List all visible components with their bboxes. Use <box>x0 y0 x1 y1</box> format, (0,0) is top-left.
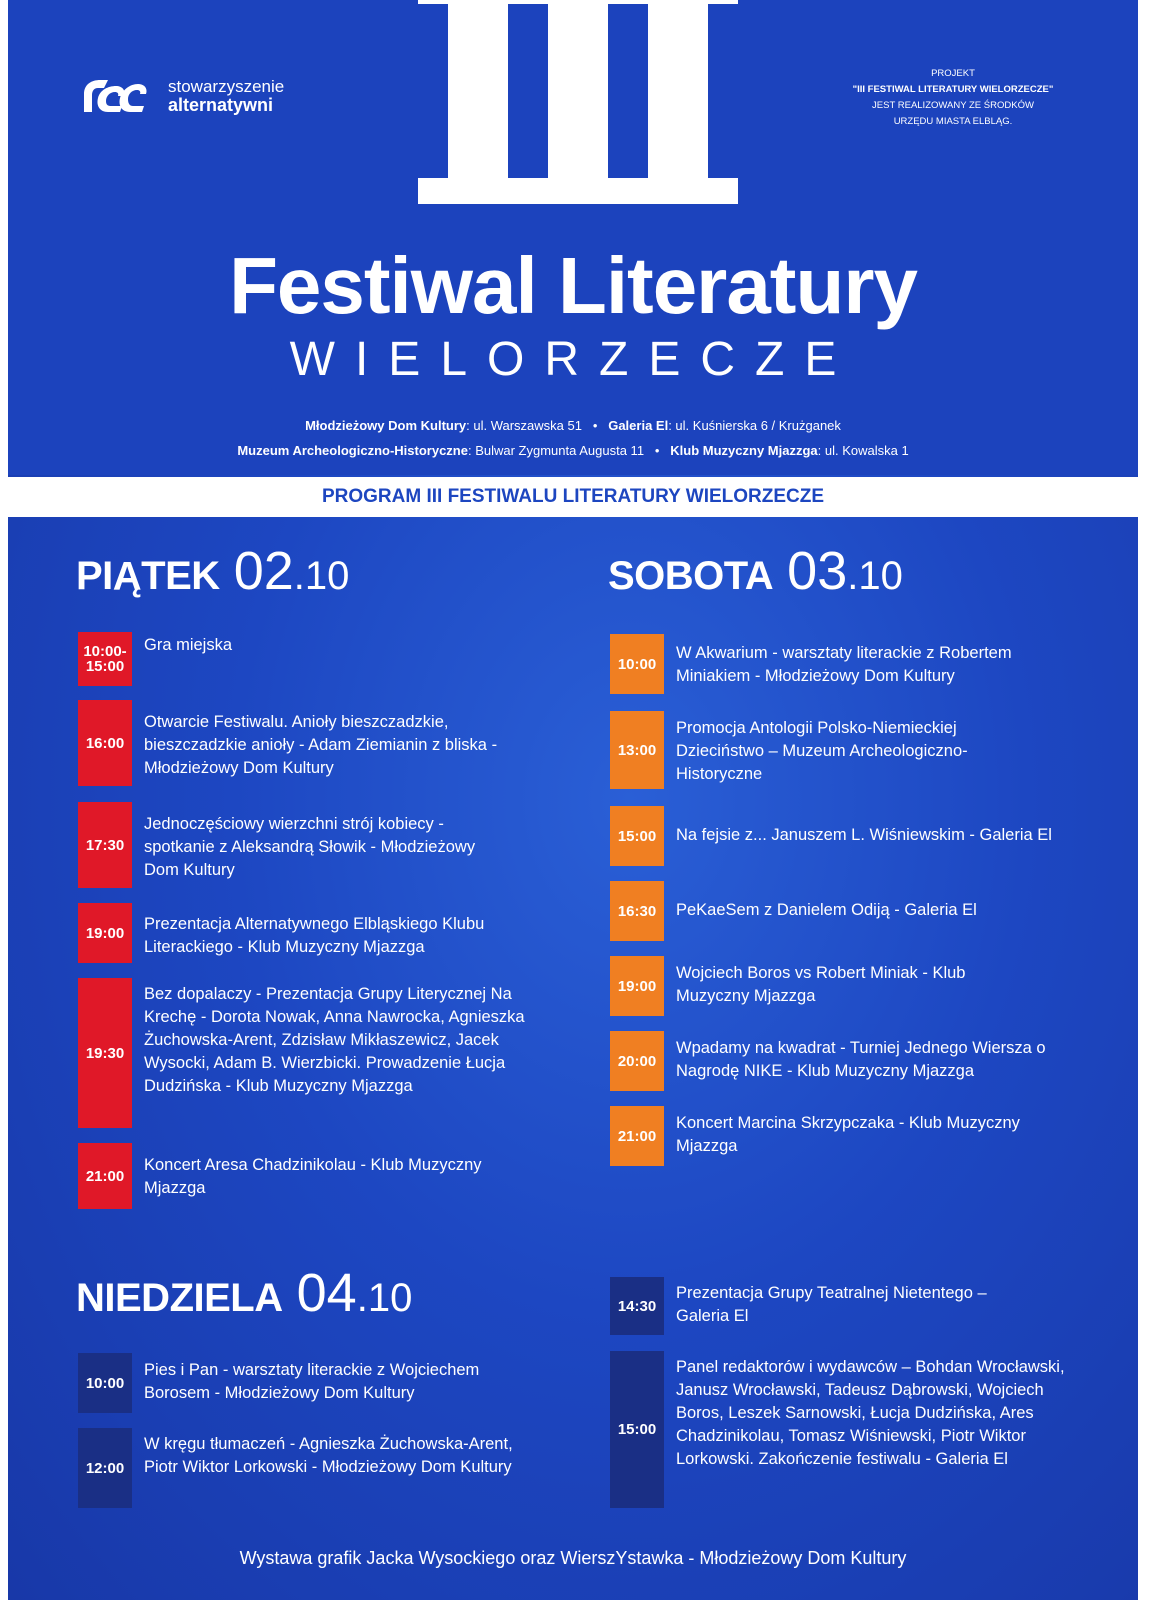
event-text: Otwarcie Festiwalu. Anioły bieszczadzkie, bieszczadzkie anioły - Adam Ziemianin z bliska - Młodzieżowy Dom Kultury <box>144 713 498 777</box>
event-text: Na fejsie z... Januszem L. Wiśniewskim - Galeria El <box>676 826 1052 844</box>
project-note <box>828 66 1078 130</box>
organizer-logo <box>78 74 284 118</box>
day-date: 02.10 <box>233 541 350 601</box>
event-text: Panel redaktorów i wydawców – Bohdan Wrocławski, Janusz Wrocławski, Tadeusz Dąbrowski, Wojciech Boros, Leszek Sarnowski, Łucja Dudzińska, Ares Chadzinikolau, Tomasz Wiśniewski, Piotr Wiktor Lorkowski. Zakończenie festiwalu - Galeria El <box>676 1358 1065 1468</box>
event-time: 16:00 <box>78 700 132 786</box>
day-date: 03.10 <box>787 541 903 601</box>
event-time: 15:00 <box>610 1351 664 1508</box>
event-time: 17:30 <box>78 802 132 888</box>
event-time: 20:00 <box>610 1031 664 1091</box>
logo-line-1: stowarzyszenie <box>168 77 285 96</box>
event-text: W Akwarium - warsztaty literackie z Robertem Miniakiem - Młodzieżowy Dom Kultury <box>676 644 1012 685</box>
event-time: 12:00 <box>78 1428 132 1508</box>
event-text: Bez dopalaczy - Prezentacja Grupy Literycznej Na Krechę - Dorota Nowak, Anna Nawrocka, Agnieszka Żuchowska-Arent, Zdzisław Mikłaszewicz, Jacek Wysocki, Adam B. Wierzbicki. Prowadzenie Łucja Dudzińska - Klub Muzyczny Mjazzga <box>144 985 525 1095</box>
project-line-2: "III FESTIWAL LITERATURY WIELORZECZE" <box>852 84 1054 95</box>
venue-list <box>8 413 1138 463</box>
event-text: Jednoczęściowy wierzchni strój kobiecy - spotkanie z Aleksandrą Słowik - Młodzieżowy Dom Kultury <box>144 815 476 879</box>
event-time: 13:00 <box>610 711 664 789</box>
day-name: PIĄTEK <box>76 554 220 598</box>
event-text: PeKaeSem z Danielem Odiją - Galeria El <box>676 901 977 919</box>
event-text: Koncert Aresa Chadzinikolau - Klub Muzyczny Mjazzga <box>144 1156 482 1197</box>
venue-line-2: Muzeum Archeologiczno-Historyczne: Bulwar Zygmunta Augusta 11 • Klub Muzyczny Mjazzga: ul. Kowalska 1 <box>237 443 909 458</box>
project-line-4: URZĘDU MIASTA ELBLĄG. <box>893 116 1013 127</box>
roman-numeral-graphic <box>418 0 738 220</box>
event-text: Promocja Antologii Polsko-Niemieckiej Dzieciństwo – Muzeum Archeologiczno-Historyczne <box>676 719 968 783</box>
poster <box>8 0 1138 1600</box>
day-name: NIEDZIELA <box>76 1276 283 1320</box>
event-text: Koncert Marcina Skrzypczaka - Klub Muzyczny Mjazzga <box>676 1114 1020 1155</box>
day-header-friday <box>76 540 349 602</box>
event-text: Prezentacja Grupy Teatralnej Nietentego – Galeria El <box>676 1284 987 1325</box>
event-text: Wpadamy na kwadrat - Turniej Jednego Wiersza o Nagrodę NIKE - Klub Muzyczny Mjazzga <box>676 1039 1046 1080</box>
event-time: 10:00 <box>610 634 664 694</box>
event-text: Prezentacja Alternatywnego Elbląskiego Klubu Literackiego - Klub Muzyczny Mjazzga <box>144 915 485 956</box>
event-text: Pies i Pan - warsztaty literackie z Wojciechem Borosem - Młodzieżowy Dom Kultury <box>144 1361 480 1402</box>
program-band <box>8 477 1138 517</box>
event-time: 10:00-15:00 <box>78 632 132 686</box>
day-header-saturday <box>608 540 903 602</box>
event-time: 14:30 <box>610 1277 664 1335</box>
festival-subtitle: WIELORZECZE <box>289 333 857 386</box>
event-text: W kręgu tłumaczeń - Agnieszka Żuchowska-Arent, Piotr Wiktor Lorkowski - Młodzieżowy Dom Kultury <box>144 1435 513 1476</box>
event-time: 19:30 <box>78 978 132 1128</box>
project-line-3: JEST REALIZOWANY ZE ŚRODKÓW <box>872 100 1034 111</box>
event-time: 19:00 <box>78 903 132 963</box>
day-name: SOBOTA <box>608 554 774 598</box>
event-text: Gra miejska <box>144 636 233 654</box>
alternatywni-logo-icon <box>78 74 150 118</box>
day-date: 04.10 <box>296 1263 413 1323</box>
logo-line-2: alternatywni <box>168 95 274 115</box>
event-time: 21:00 <box>78 1143 132 1209</box>
event-time: 10:00 <box>78 1353 132 1413</box>
footer-note: Wystawa grafik Jacka Wysockiego oraz WierszYstawka - Młodzieżowy Dom Kultury <box>239 1548 907 1568</box>
program-title: PROGRAM III FESTIWALU LITERATURY WIELORZECZE <box>321 486 825 507</box>
festival-title: Festiwal Literatury <box>229 241 917 330</box>
day-header-sunday <box>76 1262 412 1324</box>
event-time: 21:00 <box>610 1106 664 1166</box>
event-time: 15:00 <box>610 806 664 866</box>
event-time: 19:00 <box>610 956 664 1016</box>
venue-line-1: Młodzieżowy Dom Kultury: ul. Warszawska 51 • Galeria El: ul. Kuśnierska 6 / Krużganek <box>305 418 841 433</box>
project-line-1: PROJEKT <box>931 68 975 79</box>
event-time: 16:30 <box>610 881 664 941</box>
event-text: Wojciech Boros vs Robert Miniak - Klub Muzyczny Mjazzga <box>676 964 966 1005</box>
